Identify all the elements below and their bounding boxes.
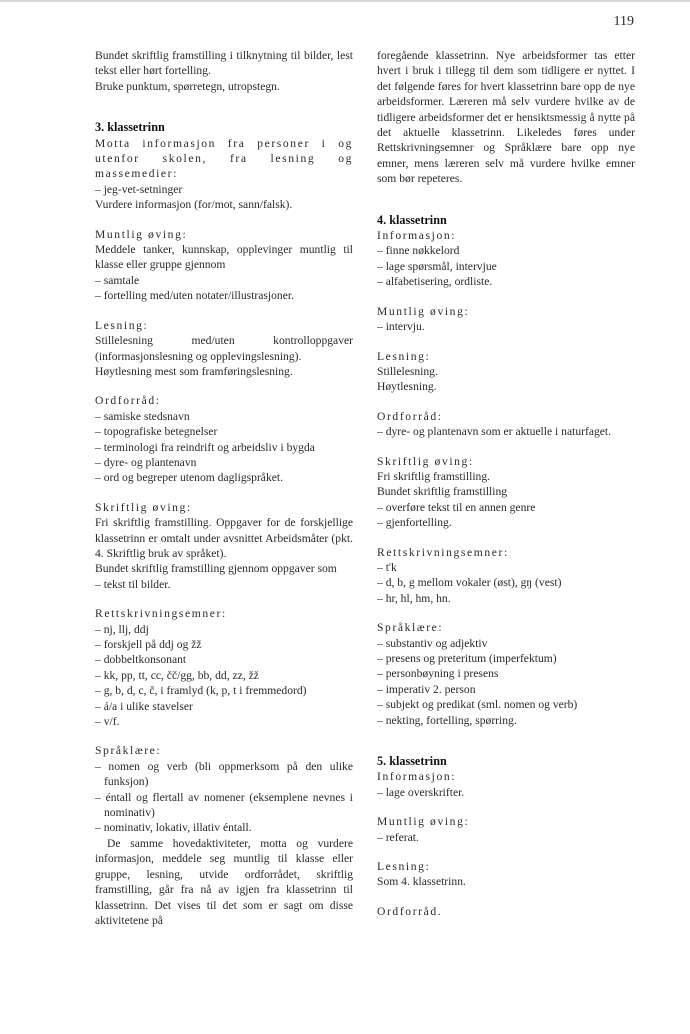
list-item: – nominativ, lokativ, illativ éntall. — [95, 821, 252, 835]
motta-label: Motta informasjon fra personer i og utenfor skolen, fra lesning og massemedier: — [95, 136, 353, 181]
lesning-label: Lesning: — [377, 860, 431, 874]
muntlig-label: Muntlig øving: — [377, 304, 470, 318]
list-item: – hr, hl, hm, hn. — [377, 591, 451, 605]
ordforrad-label: Ordforråd. — [377, 904, 443, 918]
muntlig-label: Muntlig øving: — [377, 815, 470, 829]
list-item: – éntall og flertall av nomener (eksemplene nevnes i nominativ) — [95, 790, 353, 820]
list-item: – subjekt og predikat (sml. nomen og verb) — [377, 698, 578, 712]
list-item: – á/a i ulike stavelser — [95, 699, 193, 713]
informasjon-label: Informasjon: — [377, 229, 457, 243]
section-heading-5: 5. klassetrinn — [377, 754, 447, 769]
closing-text: De samme hovedaktiviteter, motta og vurdere informasjon, meddele seg muntlig til klasse eller gruppe, lesning, utvide ordforrådet, skriftlig framstilling, går fra nå av igjen fra klassetrinn til klassetrinn. Det vises til det som er sagt om disse aktivitetene på — [95, 836, 353, 927]
continuation-text: foregående klassetrinn. Nye arbeidsformer tas etter hvert i bruk i tillegg til dem som tidligere er nyttet. I det følgende føres for hvert klassetrinn bare opp de nye arbeidsformer. Læreren må selv vurdere hvilke av de tidligere arbeidsformer det er hensiktsmessig å nytte på det aktuelle klassetrinn. Likeledes føres under Rettskrivningsemner og Språklære bare opp nye emner, mens læreren selv må vurdere hvilke emner som bør repeteres. — [377, 49, 635, 186]
list-item: – g, b, d, c, č, i framlyd (k, p, t i fremmedord) — [95, 684, 307, 698]
list-item: – jeg-vet-setninger — [95, 182, 183, 196]
rettskrivning-label: Rettskrivningsemner: — [377, 545, 509, 559]
list-item: – dyre- og plantenavn — [95, 455, 197, 469]
list-item: – d, b, g mellom vokaler (øst), gŋ (vest) — [377, 576, 562, 590]
list-item: – nomen og verb (bli oppmerksom på den ulike funksjon) — [95, 759, 353, 789]
section-heading-3: 3. klassetrinn — [95, 120, 165, 135]
lesning-label: Lesning: — [377, 349, 431, 363]
ordforrad-label: Ordforråd: — [377, 409, 443, 423]
list-item: – fortelling med/uten notater/illustrasjoner. — [95, 289, 294, 303]
list-item: – t'k — [377, 560, 397, 574]
informasjon-label: Informasjon: — [377, 770, 457, 784]
left-column — [95, 48, 353, 928]
list-item: – v/f. — [95, 715, 120, 729]
section-heading-4: 4. klassetrinn — [377, 212, 447, 227]
list-item: – nekting, fortelling, spørring. — [377, 713, 517, 727]
lesning-text: Stillelesning. — [377, 364, 438, 378]
list-item: – forskjell på ddj og žž — [95, 638, 202, 651]
ordforrad-label: Ordforråd: — [95, 394, 161, 408]
list-item: – dobbeltkonsonant — [95, 653, 187, 667]
lesning-text: Stillelesning med/uten kontrolloppgaver (informasjonslesning og opplevingslesning). — [95, 334, 353, 363]
right-column — [377, 48, 635, 919]
skriftlig-text: Fri skriftlig framstilling. — [377, 469, 491, 483]
list-item: – tekst til bilder. — [95, 577, 171, 591]
page-number: 119 — [613, 14, 634, 29]
motta-tail: Vurdere informasjon (for/mot, sann/falsk). — [95, 198, 293, 212]
list-item: – referat. — [377, 830, 419, 844]
muntlig-label: Muntlig øving: — [95, 227, 188, 241]
list-item: – dyre- og plantenavn som er aktuelle i naturfaget. — [377, 425, 612, 439]
list-item: – samtale — [95, 273, 140, 287]
list-item: – terminologi fra reindrift og arbeidsliv i bygda — [95, 440, 315, 454]
lesning-text: Som 4. klassetrinn. — [377, 875, 466, 889]
lesning-text: Høytlesning mest som framføringslesning. — [95, 364, 293, 378]
list-item: – personbøyning i presens — [377, 667, 499, 681]
top-rule — [0, 0, 690, 2]
list-item: – imperativ 2. person — [377, 682, 476, 696]
skriftlig-text: Bundet skriftlig framstilling — [377, 485, 508, 499]
muntlig-text: Meddele tanker, kunnskap, opplevinger muntlig til klasse eller gruppe gjennom — [95, 243, 353, 272]
list-item: – alfabetisering, ordliste. — [377, 275, 493, 289]
list-item: – kk, pp, tt, cc, čč/gg, bb, dd, zz, žž — [95, 668, 259, 682]
list-item: – substantiv og adjektiv — [377, 636, 488, 650]
skriftlig-label: Skriftlig øving: — [377, 454, 474, 468]
intro-text: Bundet skriftlig framstilling i tilknytning til bilder, lest tekst eller hørt fortelling. — [95, 49, 353, 78]
list-item: – ord og begreper utenom dagligspråket. — [95, 471, 284, 485]
list-item: – finne nøkkelord — [377, 244, 460, 258]
list-item: – overføre tekst til en annen genre — [377, 500, 536, 514]
intro-text: Bruke punktum, spørretegn, utropstegn. — [95, 79, 280, 93]
rettskrivning-label: Rettskrivningsemner: — [95, 607, 227, 621]
lesning-label: Lesning: — [95, 318, 149, 332]
list-item: – lage spørsmål, intervjue — [377, 259, 497, 273]
list-item: – samiske stedsnavn — [95, 409, 190, 423]
list-item: – intervju. — [377, 320, 425, 334]
spraaklaere-label: Språklære: — [377, 621, 444, 635]
spraaklaere-label: Språklære: — [95, 744, 162, 758]
list-item: – presens og preteritum (imperfektum) — [377, 652, 557, 665]
skriftlig-text: Bundet skriftlig framstilling gjennom oppgaver som — [95, 562, 337, 576]
skriftlig-text: Fri skriftlig framstilling. Oppgaver for de forskjellige klassetrinn er omtalt under avsnittet Arbeidsmåter (pkt. 4. Skriftlig bruk av språket). — [95, 516, 353, 560]
list-item: – nj, llj, ddj — [95, 622, 149, 636]
list-item: – lage overskrifter. — [377, 785, 465, 799]
lesning-text: Høytlesning. — [377, 380, 437, 394]
list-item: – topografiske betegnelser — [95, 425, 218, 439]
list-item: – gjenfortelling. — [377, 516, 452, 530]
skriftlig-label: Skriftlig øving: — [95, 500, 192, 514]
